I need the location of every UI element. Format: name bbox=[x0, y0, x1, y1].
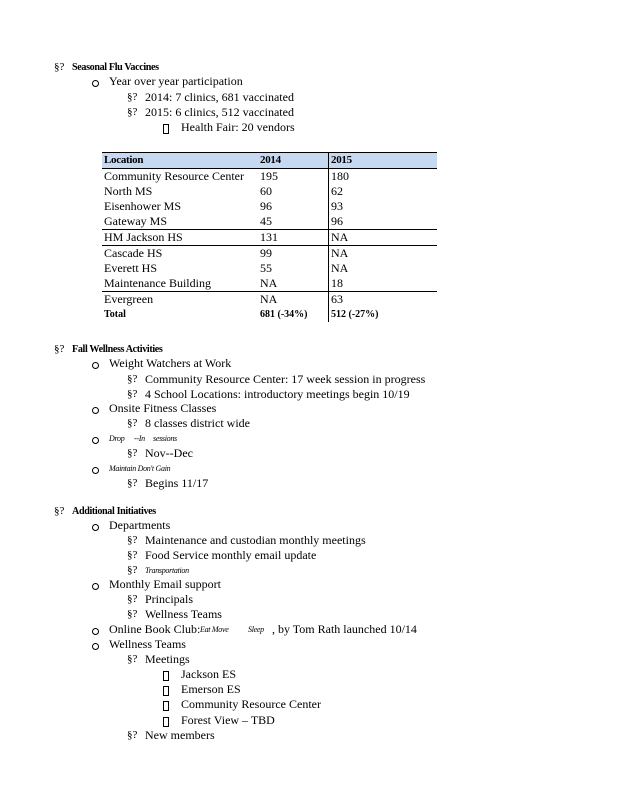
table-row bbox=[102, 199, 437, 214]
table-cell: NA bbox=[329, 230, 438, 246]
sub-marker: §? bbox=[127, 593, 138, 605]
table-cell: 62 bbox=[331, 184, 343, 198]
table-cell: 60 bbox=[258, 184, 329, 199]
list-item: 2014: 7 clinics, 681 vaccinated bbox=[145, 90, 294, 104]
table-cell: Evergreen bbox=[102, 292, 258, 308]
list-item: sessions bbox=[153, 434, 177, 443]
table-cell: Everett HS bbox=[104, 261, 157, 275]
circle-bullet-icon bbox=[92, 358, 99, 372]
table-cell: 93 bbox=[331, 199, 343, 213]
square-bullet-icon bbox=[163, 700, 169, 714]
circle-bullet-icon bbox=[92, 433, 99, 447]
list-item: New members bbox=[145, 728, 215, 742]
circle-bullet-icon bbox=[92, 520, 99, 534]
section-marker: §? bbox=[54, 505, 65, 517]
sub-marker: §? bbox=[127, 653, 138, 665]
list-item: Food Service monthly email update bbox=[145, 548, 317, 562]
circle-bullet-icon bbox=[92, 579, 99, 593]
table-row bbox=[102, 261, 437, 276]
vaccination-table bbox=[102, 152, 437, 322]
sub-marker: §? bbox=[127, 106, 138, 118]
sub-marker: §? bbox=[127, 549, 138, 561]
circle-bullet-icon bbox=[92, 76, 99, 90]
table-header: Location bbox=[102, 153, 258, 169]
table-cell: Community Resource Center bbox=[104, 169, 244, 183]
list-item: Sleep bbox=[248, 625, 264, 634]
list-item: , by Tom Rath launched 10/14 bbox=[272, 622, 417, 636]
sub-marker: §? bbox=[127, 534, 138, 546]
list-item: 2015: 6 clinics, 512 vaccinated bbox=[145, 105, 294, 119]
table-cell: 96 bbox=[258, 199, 329, 214]
list-item: Wellness Teams bbox=[145, 607, 222, 621]
table-cell: Gateway MS bbox=[104, 214, 167, 228]
section-marker: §? bbox=[54, 343, 65, 355]
table-cell: 18 bbox=[331, 276, 343, 290]
table-cell: Eisenhower MS bbox=[104, 199, 181, 213]
table-cell: 180 bbox=[331, 169, 349, 183]
table-cell: 195 bbox=[258, 169, 329, 185]
table-cell: North MS bbox=[104, 184, 153, 198]
list-item: Emerson ES bbox=[181, 682, 241, 696]
list-item: Community Resource Center: 17 week session in progress bbox=[145, 372, 426, 386]
table-header: 2014 bbox=[258, 153, 329, 169]
table-cell: 96 bbox=[331, 214, 343, 228]
list-item: Eat Move bbox=[200, 625, 229, 634]
circle-bullet-icon bbox=[92, 463, 99, 477]
list-item: Forest View – TBD bbox=[181, 713, 275, 727]
sub-marker: §? bbox=[127, 447, 138, 459]
table-row bbox=[102, 214, 437, 230]
table-cell: 63 bbox=[329, 292, 438, 308]
sub-marker: §? bbox=[127, 564, 138, 576]
list-item: Drop bbox=[109, 434, 125, 443]
table-header-row bbox=[102, 153, 437, 169]
list-item: --In bbox=[134, 434, 145, 443]
square-bullet-icon bbox=[163, 670, 169, 684]
square-bullet-icon bbox=[163, 123, 169, 137]
table-cell: Maintenance Building bbox=[104, 276, 211, 290]
table-cell: NA bbox=[331, 261, 349, 275]
table-cell: NA bbox=[258, 292, 329, 308]
circle-bullet-icon bbox=[92, 403, 99, 417]
table-cell: HM Jackson HS bbox=[102, 230, 258, 246]
list-item: Maintenance and custodian monthly meetings bbox=[145, 533, 366, 547]
list-item: Principals bbox=[145, 592, 193, 606]
table-total-row bbox=[102, 307, 437, 322]
list-item: Transportation bbox=[145, 566, 189, 575]
table-cell: Total bbox=[104, 309, 126, 320]
table-cell: 55 bbox=[258, 261, 329, 276]
list-item: Community Resource Center bbox=[181, 697, 321, 711]
list-item: Year over year participation bbox=[109, 74, 243, 88]
section-title-additional: Additional Initiatives bbox=[72, 505, 156, 517]
sub-marker: §? bbox=[127, 729, 138, 741]
section-title-flu: Seasonal Flu Vaccines bbox=[72, 61, 159, 73]
table-row bbox=[102, 230, 437, 246]
table-cell: 131 bbox=[258, 230, 329, 246]
table-row bbox=[102, 184, 437, 199]
table-row bbox=[102, 246, 437, 262]
section-marker: §? bbox=[54, 61, 65, 73]
sub-marker: §? bbox=[127, 477, 138, 489]
list-item: Nov--Dec bbox=[145, 446, 193, 460]
list-item: Monthly Email support bbox=[109, 577, 221, 591]
list-item: Health Fair: 20 vendors bbox=[181, 120, 295, 134]
list-item: Online Book Club: bbox=[109, 622, 201, 636]
circle-bullet-icon bbox=[92, 639, 99, 653]
sub-marker: §? bbox=[127, 608, 138, 620]
sub-marker: §? bbox=[127, 91, 138, 103]
list-item: Meetings bbox=[145, 652, 190, 666]
list-item: Jackson ES bbox=[181, 667, 236, 681]
list-item: 8 classes district wide bbox=[145, 416, 250, 430]
table-cell: NA bbox=[258, 276, 329, 292]
table-row bbox=[102, 292, 437, 308]
square-bullet-icon bbox=[163, 685, 169, 699]
sub-marker: §? bbox=[127, 373, 138, 385]
sub-marker: §? bbox=[127, 417, 138, 429]
circle-bullet-icon bbox=[92, 624, 99, 638]
list-item: Departments bbox=[109, 518, 171, 532]
section-title-fall: Fall Wellness Activities bbox=[72, 343, 163, 355]
sub-marker: §? bbox=[127, 388, 138, 400]
table-cell: 99 bbox=[258, 246, 329, 262]
list-item: Begins 11/17 bbox=[145, 476, 209, 490]
list-item: Onsite Fitness Classes bbox=[109, 401, 217, 415]
table-cell: 45 bbox=[258, 214, 329, 230]
table-cell: Cascade HS bbox=[102, 246, 258, 262]
list-item: Wellness Teams bbox=[109, 637, 186, 651]
list-item: Weight Watchers at Work bbox=[109, 356, 232, 370]
table-cell: 512 (-27%) bbox=[331, 309, 379, 320]
table-header: 2015 bbox=[329, 153, 438, 169]
list-item: Maintain Don't Gain bbox=[109, 464, 171, 473]
table-cell: 681 (-34%) bbox=[258, 307, 329, 322]
table-row bbox=[102, 276, 437, 292]
list-item: 4 School Locations: introductory meetings begin 10/19 bbox=[145, 387, 410, 401]
table-cell: NA bbox=[329, 246, 438, 262]
table-row bbox=[102, 169, 437, 185]
